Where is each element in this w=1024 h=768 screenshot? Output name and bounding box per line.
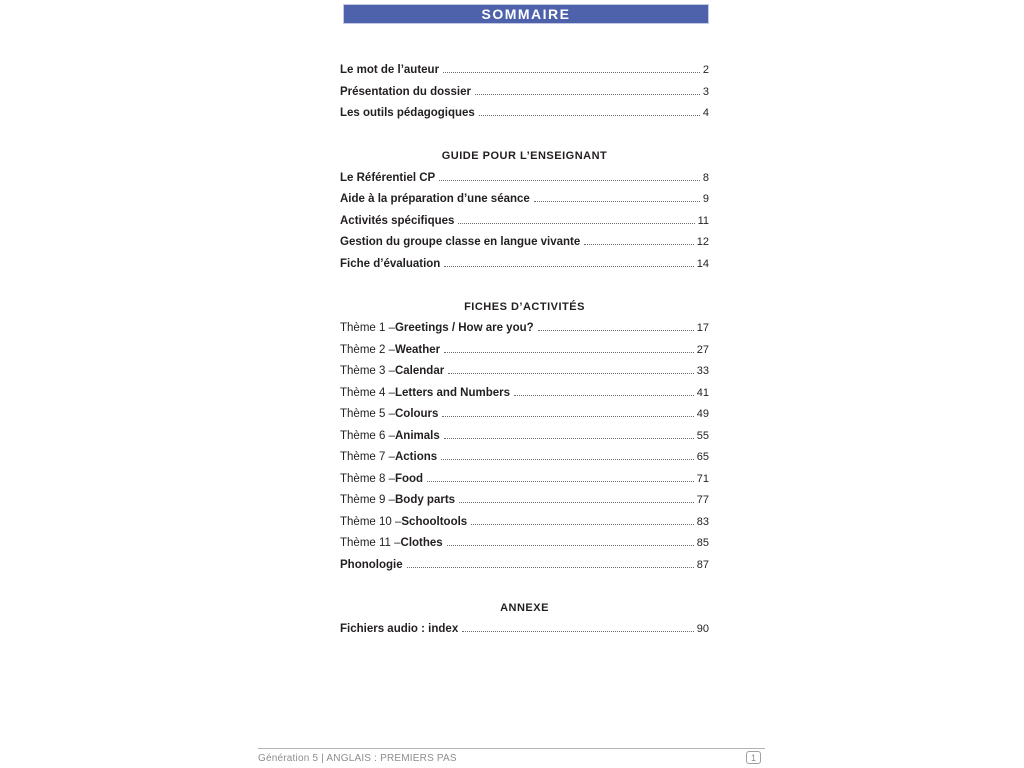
toc-entry-label: Letters and Numbers (394, 386, 511, 399)
toc-entry-page-number: 90 (696, 623, 709, 635)
toc-entry (340, 361, 709, 383)
toc-entry-page-number: 85 (696, 537, 709, 549)
toc-entry-page-number: 14 (696, 257, 709, 270)
toc-entry-page-number: 2 (702, 64, 709, 76)
toc-entry-label: Phonologie (340, 558, 403, 571)
toc-entry-page-number: 87 (696, 558, 709, 571)
toc-entry-page-number: 83 (696, 515, 709, 528)
toc-entry-label: Gestion du groupe classe en langue vivante (340, 236, 581, 248)
dotted-leader (458, 223, 694, 224)
toc-entry (340, 426, 709, 448)
toc-entry-label: Aide à la préparation d’une séance (340, 193, 530, 205)
dotted-leader (407, 567, 694, 568)
toc-entry-label: Présentation du dossier (340, 85, 472, 98)
toc-entry (340, 512, 709, 534)
toc-entry (340, 82, 709, 104)
toc-entry-page-number: 49 (696, 408, 709, 420)
toc-entry-label: Greetings / How are you? (394, 322, 534, 334)
toc-entry-label: Food (394, 472, 424, 485)
dotted-leader (584, 244, 693, 245)
toc-entry (340, 254, 709, 276)
dotted-leader (459, 502, 694, 503)
dotted-leader (471, 524, 694, 525)
toc-entry-prefix: Thème 6 – (340, 429, 395, 442)
toc-entry-label: Animals (394, 429, 440, 442)
table-of-contents (340, 60, 709, 641)
toc-entry-label: Weather (394, 343, 441, 356)
toc-entry-label: Calendar (394, 365, 445, 377)
footer-booklet-title: Génération 5 | ANGLAIS : PREMIERS PAS (258, 753, 457, 764)
toc-entry-label: Clothes (400, 537, 443, 549)
toc-entry-prefix: Thème 10 – (340, 515, 402, 528)
toc-entry-label: Actions (394, 451, 438, 463)
dotted-leader (479, 115, 700, 116)
dotted-leader (439, 180, 700, 181)
toc-entry (340, 383, 709, 405)
toc-entry (340, 404, 709, 426)
toc-entry-label: Fiche d’évaluation (340, 257, 441, 270)
section-heading: ANNEXE (500, 601, 549, 614)
toc-entry-page-number: 65 (696, 451, 709, 463)
dotted-leader (538, 330, 694, 331)
toc-entry (340, 619, 709, 641)
toc-entry (340, 490, 709, 512)
toc-entry-label: Activités spécifiques (340, 214, 455, 227)
toc-entry (340, 168, 709, 190)
toc-entry (340, 447, 709, 469)
dotted-leader (514, 395, 694, 396)
dotted-leader (475, 94, 700, 95)
toc-entry-page-number: 12 (696, 236, 709, 248)
toc-entry-prefix: Thème 4 – (340, 386, 395, 399)
toc-entry-page-number: 3 (702, 85, 709, 98)
dotted-leader (427, 481, 694, 482)
toc-entry-prefix: Thème 3 – (340, 365, 395, 377)
toc-entry (340, 60, 709, 82)
toc-entry (340, 469, 709, 491)
dotted-leader (462, 631, 694, 632)
footer-divider (258, 748, 765, 749)
section-heading: FICHES D’ACTIVITÉS (464, 300, 585, 313)
dotted-leader (444, 266, 693, 267)
toc-entry (340, 533, 709, 555)
toc-entry (340, 211, 709, 233)
toc-entry-label: Le Référentiel CP (340, 171, 436, 184)
toc-entry-label: Schooltools (401, 515, 468, 528)
page-number-badge: 1 (746, 751, 761, 764)
toc-entry-page-number: 27 (696, 343, 709, 356)
toc-entry-prefix: Thème 2 – (340, 343, 395, 356)
toc-entry (340, 189, 709, 211)
toc-entry-prefix: Thème 7 – (340, 451, 395, 463)
toc-entry-prefix: Thème 5 – (340, 408, 395, 420)
toc-entry-page-number: 55 (696, 429, 709, 442)
toc-entry-page-number: 11 (697, 214, 709, 227)
toc-entry (340, 318, 709, 340)
toc-entry (340, 340, 709, 362)
toc-entry-label: Body parts (394, 494, 456, 506)
toc-entry-prefix: Thème 9 – (340, 494, 395, 506)
toc-entry-page-number: 4 (702, 107, 709, 119)
toc-entry (340, 103, 709, 125)
dotted-leader (441, 459, 694, 460)
sommaire-banner (343, 4, 709, 24)
toc-entry-prefix: Thème 1 – (340, 322, 395, 334)
toc-entry-page-number: 41 (696, 386, 709, 399)
toc-entry-label: Fichiers audio : index (340, 623, 459, 635)
toc-entry-page-number: 8 (702, 171, 709, 184)
toc-entry-label: Colours (394, 408, 439, 420)
dotted-leader (448, 373, 694, 374)
dotted-leader (443, 72, 700, 73)
dotted-leader (444, 352, 694, 353)
section-heading: GUIDE POUR L’ENSEIGNANT (441, 150, 608, 162)
toc-entry (340, 555, 709, 577)
toc-entry-page-number: 17 (696, 322, 709, 334)
dotted-leader (442, 416, 693, 417)
page-title: SOMMAIRE (481, 6, 571, 22)
toc-entry-page-number: 77 (696, 494, 709, 506)
toc-entry (340, 232, 709, 254)
dotted-leader (444, 438, 694, 439)
dotted-leader (447, 545, 694, 546)
dotted-leader (534, 201, 700, 202)
toc-entry-page-number: 9 (702, 193, 709, 205)
toc-entry-page-number: 71 (696, 472, 709, 485)
toc-entry-prefix: Thème 8 – (340, 472, 395, 485)
toc-entry-label: Le mot de l’auteur (340, 64, 440, 76)
toc-entry-prefix: Thème 11 – (340, 537, 401, 549)
toc-entry-label: Les outils pédagogiques (340, 107, 475, 119)
toc-entry-page-number: 33 (696, 365, 709, 377)
